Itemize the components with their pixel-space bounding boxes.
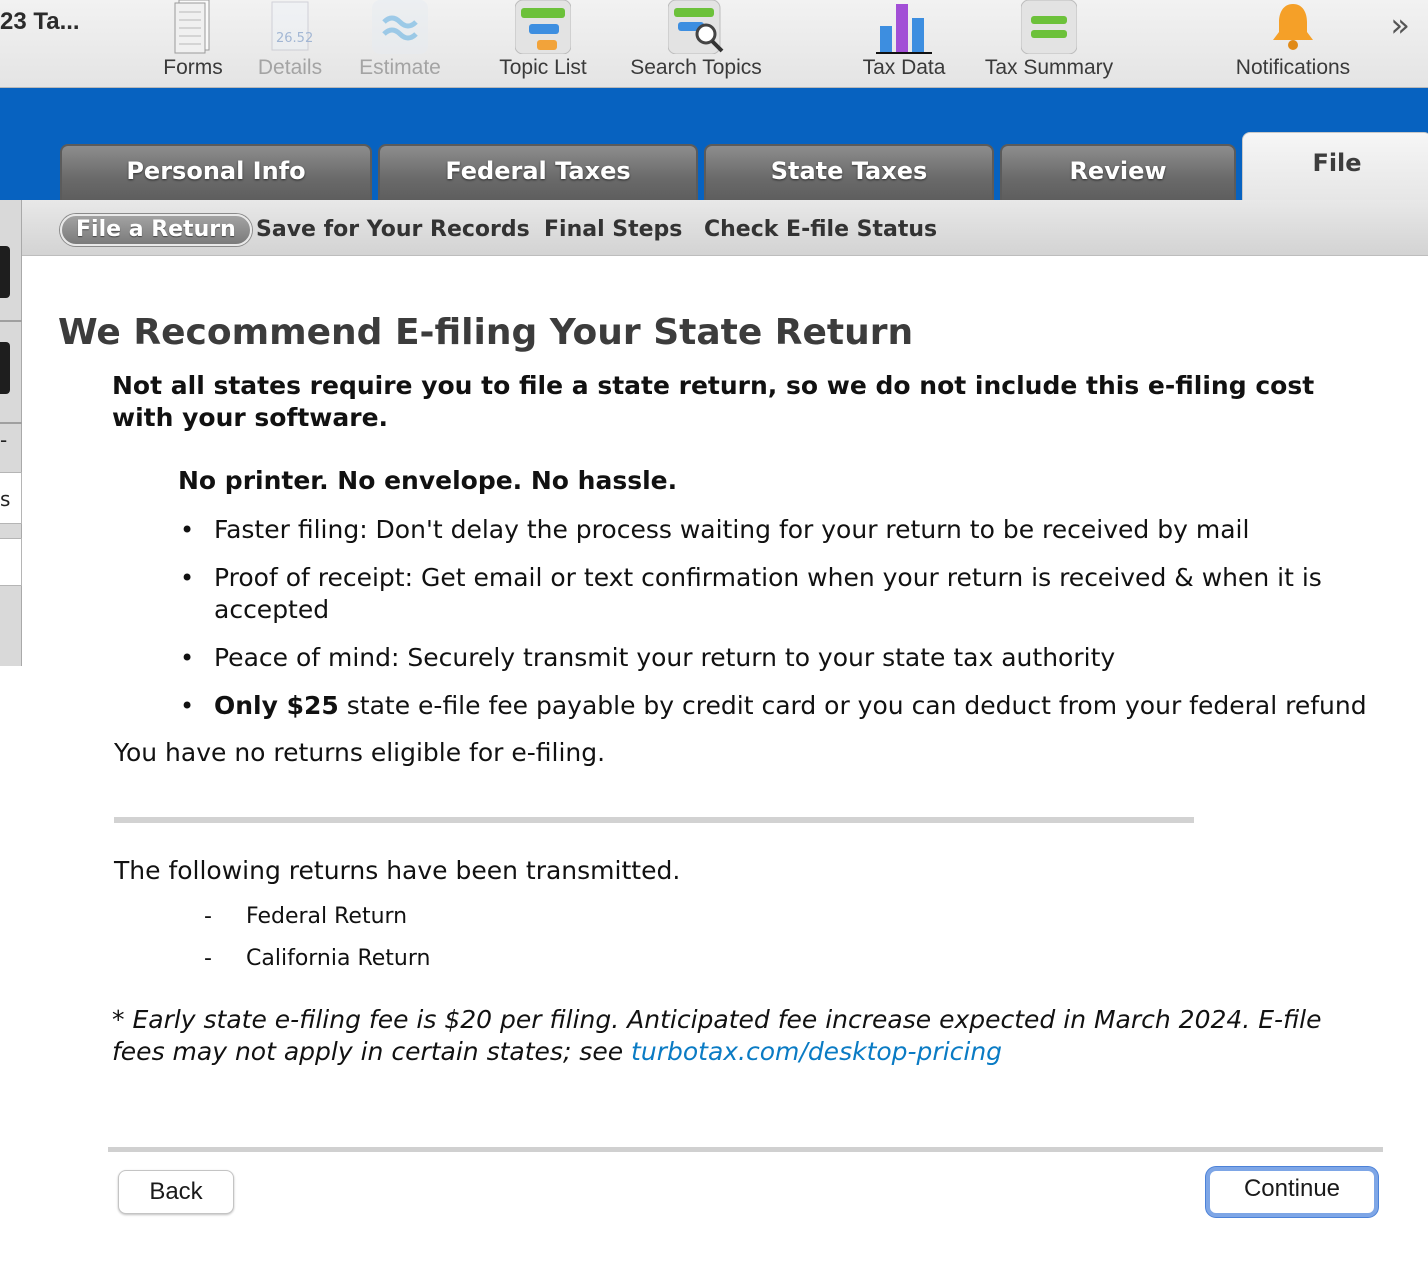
benefit-text: Peace of mind: Securely transmit your return to your state tax authority: [214, 643, 1116, 672]
bell-icon: [1265, 0, 1321, 54]
toolbar-topic-list-button[interactable]: [490, 0, 596, 86]
sidebar-fragment-text: -: [0, 428, 8, 452]
no-eligible-returns-message: You have no returns eligible for e-filing.: [114, 738, 606, 767]
toolbar-notifications-button[interactable]: [1224, 0, 1362, 86]
section-divider: [114, 817, 1194, 823]
sub-navigation: [22, 200, 1428, 256]
toolbar-notifications-label: Notifications: [1235, 56, 1351, 79]
toolbar-search-topics-button[interactable]: [618, 0, 774, 86]
sidebar-button-partial[interactable]: [0, 246, 10, 298]
tab-file[interactable]: File: [1242, 132, 1428, 200]
intro-text: Not all states require you to file a state return, so we do not include this e-filing cost with your software.: [112, 371, 1315, 432]
estimate-icon: [372, 0, 428, 54]
tax-summary-icon: [1021, 0, 1077, 54]
tab-federal-taxes[interactable]: Federal Taxes: [378, 144, 698, 200]
bullet-icon: •: [180, 564, 195, 592]
left-sidebar-partial: [0, 200, 22, 666]
transmitted-return-name: Federal Return: [246, 904, 408, 929]
transmitted-return-name: California Return: [246, 946, 431, 971]
sidebar-divider: [0, 422, 22, 424]
tax-data-icon: [876, 0, 932, 54]
details-icon: [262, 0, 318, 54]
toolbar-details-label: Details: [257, 56, 323, 79]
sidebar-item-partial[interactable]: [0, 472, 22, 524]
subnav-file-a-return[interactable]: File a Return: [60, 214, 252, 246]
toolbar-overflow-chevron-icon[interactable]: »: [1390, 6, 1410, 44]
benefits-lead: No printer. No envelope. No hassle.: [178, 466, 678, 495]
toolbar-search-topics-label: Search Topics: [630, 56, 762, 79]
main-tab-bar: [0, 88, 1428, 200]
topic-list-icon: [515, 0, 571, 54]
fee-footnote: [112, 1004, 1362, 1068]
bullet-icon: •: [180, 516, 195, 544]
benefit-text: Faster filing: Don't delay the process waiting for your return to be received by mail: [214, 515, 1250, 544]
sidebar-item-partial-2[interactable]: [0, 538, 22, 586]
fee-description: state e-file fee payable by credit card or you can deduct from your federal refund: [338, 691, 1367, 720]
toolbar-tax-data-label: Tax Data: [862, 56, 946, 79]
subnav-save-for-records[interactable]: Save for Your Records: [256, 217, 530, 242]
page-title: We Recommend E-filing Your State Return: [58, 312, 914, 353]
dash-marker: -: [204, 946, 212, 971]
back-button[interactable]: Back: [118, 1170, 234, 1214]
continue-button[interactable]: Continue: [1206, 1167, 1378, 1217]
tab-review[interactable]: Review: [1000, 144, 1236, 200]
bullet-icon: •: [180, 644, 195, 672]
svg-text:26.52: 26.52: [276, 31, 314, 46]
forms-icon: [165, 0, 221, 54]
toolbar-estimate-label: Estimate: [359, 56, 441, 79]
window-title: 23 Ta...: [0, 8, 80, 35]
toolbar-estimate-button[interactable]: [352, 0, 448, 86]
toolbar-forms-button[interactable]: [152, 0, 234, 86]
subnav-check-efile-status[interactable]: Check E-file Status: [704, 217, 938, 242]
subnav-final-steps[interactable]: Final Steps: [544, 217, 683, 242]
sidebar-button-partial-2[interactable]: [0, 342, 10, 394]
toolbar-tax-summary-button[interactable]: [978, 0, 1120, 86]
sidebar-divider: [0, 320, 22, 322]
footnote-text: * Early state e-filing fee is $20 per filing. Anticipated fee increase expected in March 2024. E-file fees may not apply in certain states; see: [112, 1005, 1322, 1066]
tab-personal-info[interactable]: Personal Info: [60, 144, 372, 200]
toolbar-tax-data-button[interactable]: [856, 0, 952, 86]
fee-text: [214, 690, 1384, 722]
pricing-link[interactable]: turbotax.com/desktop-pricing: [631, 1037, 1003, 1066]
tab-state-taxes[interactable]: State Taxes: [704, 144, 994, 200]
search-topics-icon: [668, 0, 724, 54]
toolbar-forms-label: Forms: [163, 56, 223, 79]
fee-amount: Only $25: [214, 691, 339, 720]
toolbar-topic-list-label: Topic List: [499, 56, 587, 79]
footer-divider: [108, 1147, 1383, 1152]
benefit-text: Proof of receipt: Get email or text confirmation when your return is received & when it is accepted: [214, 563, 1322, 624]
toolbar-tax-summary-label: Tax Summary: [984, 56, 1114, 79]
dash-marker: -: [204, 904, 212, 929]
toolbar-details-button[interactable]: [248, 0, 332, 86]
transmitted-heading: The following returns have been transmitted.: [114, 856, 681, 885]
sidebar-fragment-text: s: [0, 487, 11, 511]
bullet-icon: •: [180, 692, 195, 720]
toolbar: [0, 0, 1428, 88]
